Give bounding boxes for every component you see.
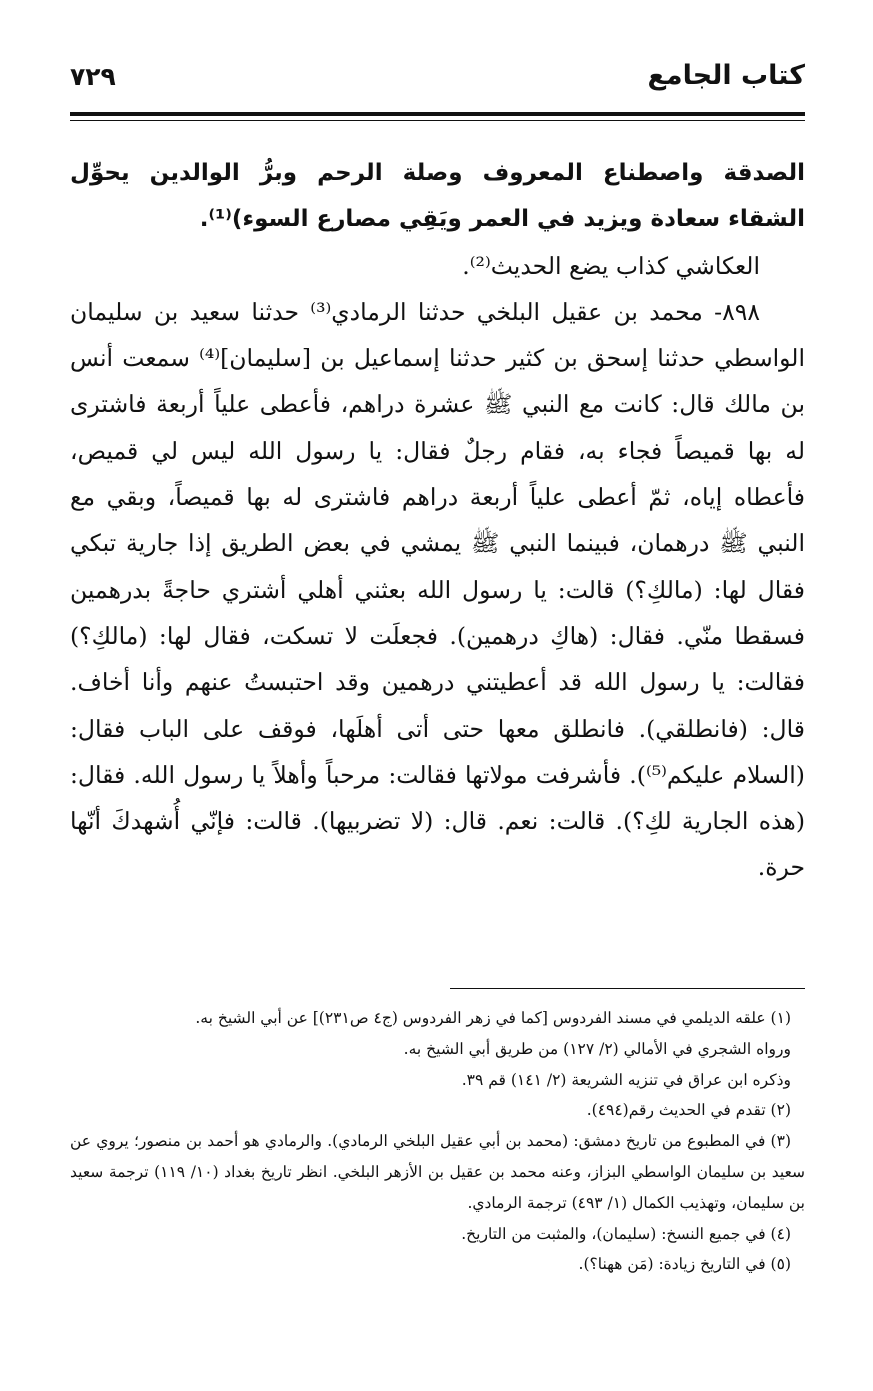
lead-paragraph: الصدقة واصطناع المعروف وصلة الرحم وبرُّ الوالدين يحوِّل الشقاء سعادة ويزيد في العمر ويَقِي مصارع السوء)⁽¹⁾.: [70, 160, 805, 233]
footnote-5: (٥) في التاريخ زيادة: (مَن ههنا؟).: [578, 1255, 791, 1274]
footnote-1-cont-b: وذكره ابن عراق في تنزيه الشريعة (٢/ ١٤١) قم ٣٩.: [461, 1070, 791, 1089]
header-rule-thick: [70, 112, 805, 116]
footnote-4: (٤) في جميع النسخ: (سليمان)، والمثبت من التاريخ.: [461, 1224, 791, 1243]
footnote-1: (١) علقه الديلمي في مسند الفردوس [كما في زهر الفردوس (ج٤ ص٢٣١)] عن أبي الشيخ به.: [195, 1009, 791, 1027]
footnote-2: (٢) تقدم في الحديث رقم(٤٩٤).: [586, 1101, 791, 1120]
footnote-3: (٣) في المطبوع من تاريخ دمشق: (محمد بن أبي عقيل البلخي الرمادي). والرمادي هو أحمد بن منصور؛ يروي عن سعيد بن سليمان الواسطي البزاز، وعنه محمد بن عقيل بن الأزهر البلخي. انظر تاريخ بغداد (١٠/ ١١٩) ترجمة سعيد بن سليمان، وتهذيب الكمال (١/ ٤٩٣) ترجمة الرمادي.: [70, 1132, 805, 1212]
footnote-separator: [450, 988, 805, 989]
footnote-1-cont-a: ورواه الشجري في الأمالي (٢/ ١٢٧) من طريق أبي الشيخ به.: [403, 1039, 791, 1058]
hadith-paragraph: ٨٩٨- محمد بن عقيل البلخي حدثنا الرمادي⁽³⁾ حدثنا سعيد بن سليمان الواسطي حدثنا إسحق بن كثير حدثنا إسماعيل بن [سليمان]⁽⁴⁾ سمعت أنس بن مالك قال: كانت مع النبي ﷺ عشرة دراهم، فأعطى علياً أربعة فاشترى له بها قميصاً فجاء به، فقام رجلٌ فقال: يا رسول الله ليس لي قميص، فأعطاه إياه، ثمّ أعطى علياً أربعة دراهم فاشترى له بها قميصاً، وبقي مع النبي ﷺ درهمان، فبينما النبي ﷺ يمشي في بعض الطريق إذا جارية تبكي فقال لها: (مالكِ؟) قالت: يا رسول الله بعثني أهلي أشتري حاجةً بدرهمين فسقطا منّي. فقال: (هاكِ درهمين). فجعلَت لا تسكت، فقال لها: (مالكِ؟) فقالت: يا رسول الله قد أعطيتني درهمين وقد احتبستُ عنهم وأنا أخاف. قال: (فانطلقي). فانطلق معها حتى أتى أهلَها، فوقف على الباب فقال: (السلام عليكم⁽⁵⁾). فأشرفت مولاتها فقالت: مرحباً وأهلاً يا رسول الله. فقال: (هذه الجارية لكِ؟). قالت: نعم. قال: (لا تضربيها). قالت: فإنّي أُشهدكَ أنّها حرة.: [70, 297, 805, 882]
footnotes: [70, 1003, 805, 1280]
header-rule-thin: [70, 120, 805, 121]
commentary-paragraph: العكاشي كذاب يضع الحديث⁽²⁾.: [462, 251, 760, 280]
page-header: [70, 58, 805, 102]
running-title: كتاب الجامع: [647, 60, 805, 91]
main-text: [70, 150, 805, 891]
page-number: ٧٢٩: [70, 62, 116, 91]
